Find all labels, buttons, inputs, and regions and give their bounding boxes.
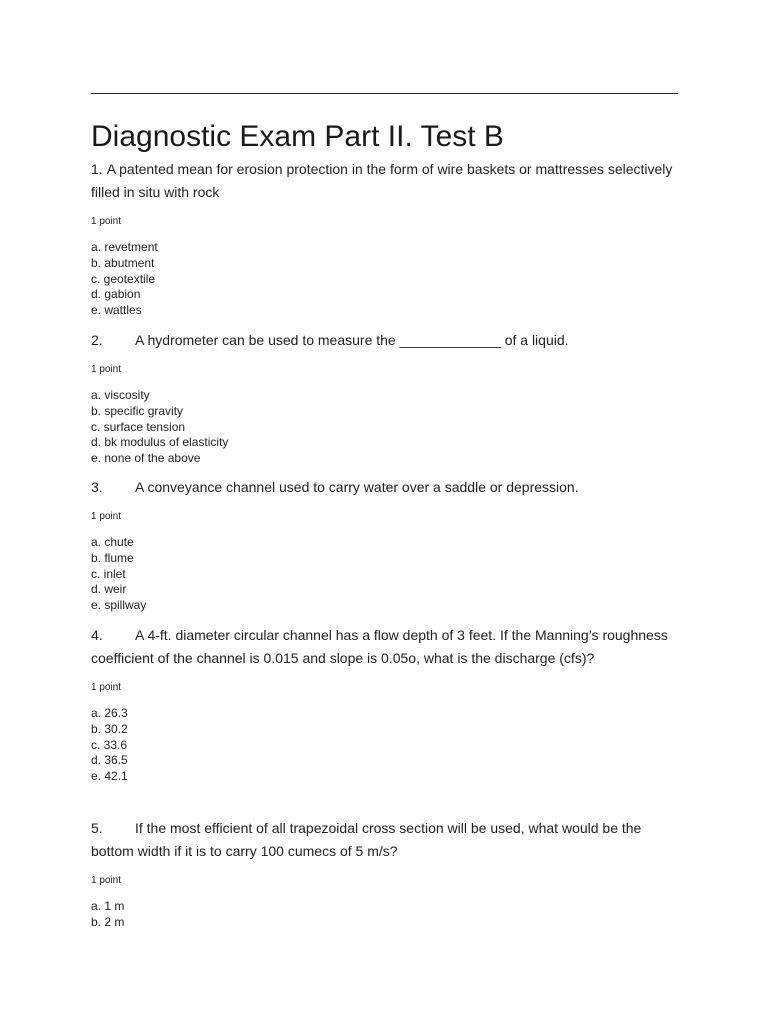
option-d[interactable]: d. bk modulus of elasticity — [91, 435, 229, 450]
option-a[interactable]: a. viscosity — [91, 388, 150, 402]
option-b[interactable]: b. 2 m — [91, 914, 125, 929]
question-number: 5. — [91, 820, 103, 836]
option-d[interactable]: d. 36.5 — [91, 753, 128, 768]
question-body: A hydrometer can be used to measure the _____________ of a liquid. — [135, 332, 569, 348]
option-a[interactable]: a. revetment — [91, 240, 158, 254]
question-body: A patented mean for erosion protection in the form of wire baskets or mattresses selectively filled in situ with rock — [91, 161, 673, 200]
option-a[interactable]: a. 26.3 — [91, 706, 128, 720]
question-4 — [91, 624, 681, 785]
question-text — [91, 476, 681, 499]
question-number: 4. — [91, 627, 103, 643]
option-e[interactable]: e. wattles — [91, 303, 142, 318]
question-1 — [91, 158, 681, 319]
question-3 — [91, 476, 681, 614]
points-label: 1 point — [91, 364, 122, 375]
question-number: 3. — [91, 479, 103, 495]
top-divider — [91, 93, 678, 94]
points-label: 1 point — [91, 216, 122, 227]
question-body: A conveyance channel used to carry water over a saddle or depression. — [135, 479, 579, 495]
option-d[interactable]: d. weir — [91, 582, 127, 597]
option-b[interactable]: b. flume — [91, 550, 134, 565]
options-list — [91, 240, 681, 319]
option-a[interactable]: a. chute — [91, 535, 134, 549]
option-c[interactable]: c. surface tension — [91, 419, 186, 434]
options-list — [91, 706, 681, 785]
question-body: A 4-ft. diameter circular channel has a flow depth of 3 feet. If the Manning’s roughness coefficient of the channel is 0.015 and slope is 0.05o, what is the discharge (cfs)? — [91, 627, 668, 666]
question-5 — [91, 817, 681, 931]
option-e[interactable]: e. none of the above — [91, 451, 201, 466]
option-b[interactable]: b. abutment — [91, 255, 155, 270]
question-text — [91, 158, 681, 204]
option-c[interactable]: c. geotextile — [91, 271, 156, 286]
question-number: 2. — [91, 332, 103, 348]
option-b[interactable]: b. 30.2 — [91, 721, 128, 736]
option-e[interactable]: e. 42.1 — [91, 769, 128, 784]
option-d[interactable]: d. gabion — [91, 287, 141, 302]
points-label: 1 point — [91, 682, 122, 693]
points-label: 1 point — [91, 511, 122, 522]
question-body: If the most efficient of all trapezoidal cross section will be used, what would be the bottom width if it is to carry 100 cumecs of 5 m/s? — [91, 820, 642, 859]
options-list — [91, 899, 681, 931]
options-list — [91, 388, 681, 467]
option-c[interactable]: c. 33.6 — [91, 737, 128, 752]
question-text — [91, 624, 681, 670]
question-number: 1. — [91, 161, 103, 177]
question-2 — [91, 329, 681, 467]
option-c[interactable]: c. inlet — [91, 566, 126, 581]
question-text — [91, 329, 681, 352]
option-b[interactable]: b. specific gravity — [91, 403, 184, 418]
page-title: Diagnostic Exam Part II. Test B — [91, 120, 504, 153]
options-list — [91, 535, 681, 614]
option-a[interactable]: a. 1 m — [91, 899, 125, 913]
option-e[interactable]: e. spillway — [91, 598, 147, 613]
question-text — [91, 817, 681, 863]
points-label: 1 point — [91, 875, 122, 886]
